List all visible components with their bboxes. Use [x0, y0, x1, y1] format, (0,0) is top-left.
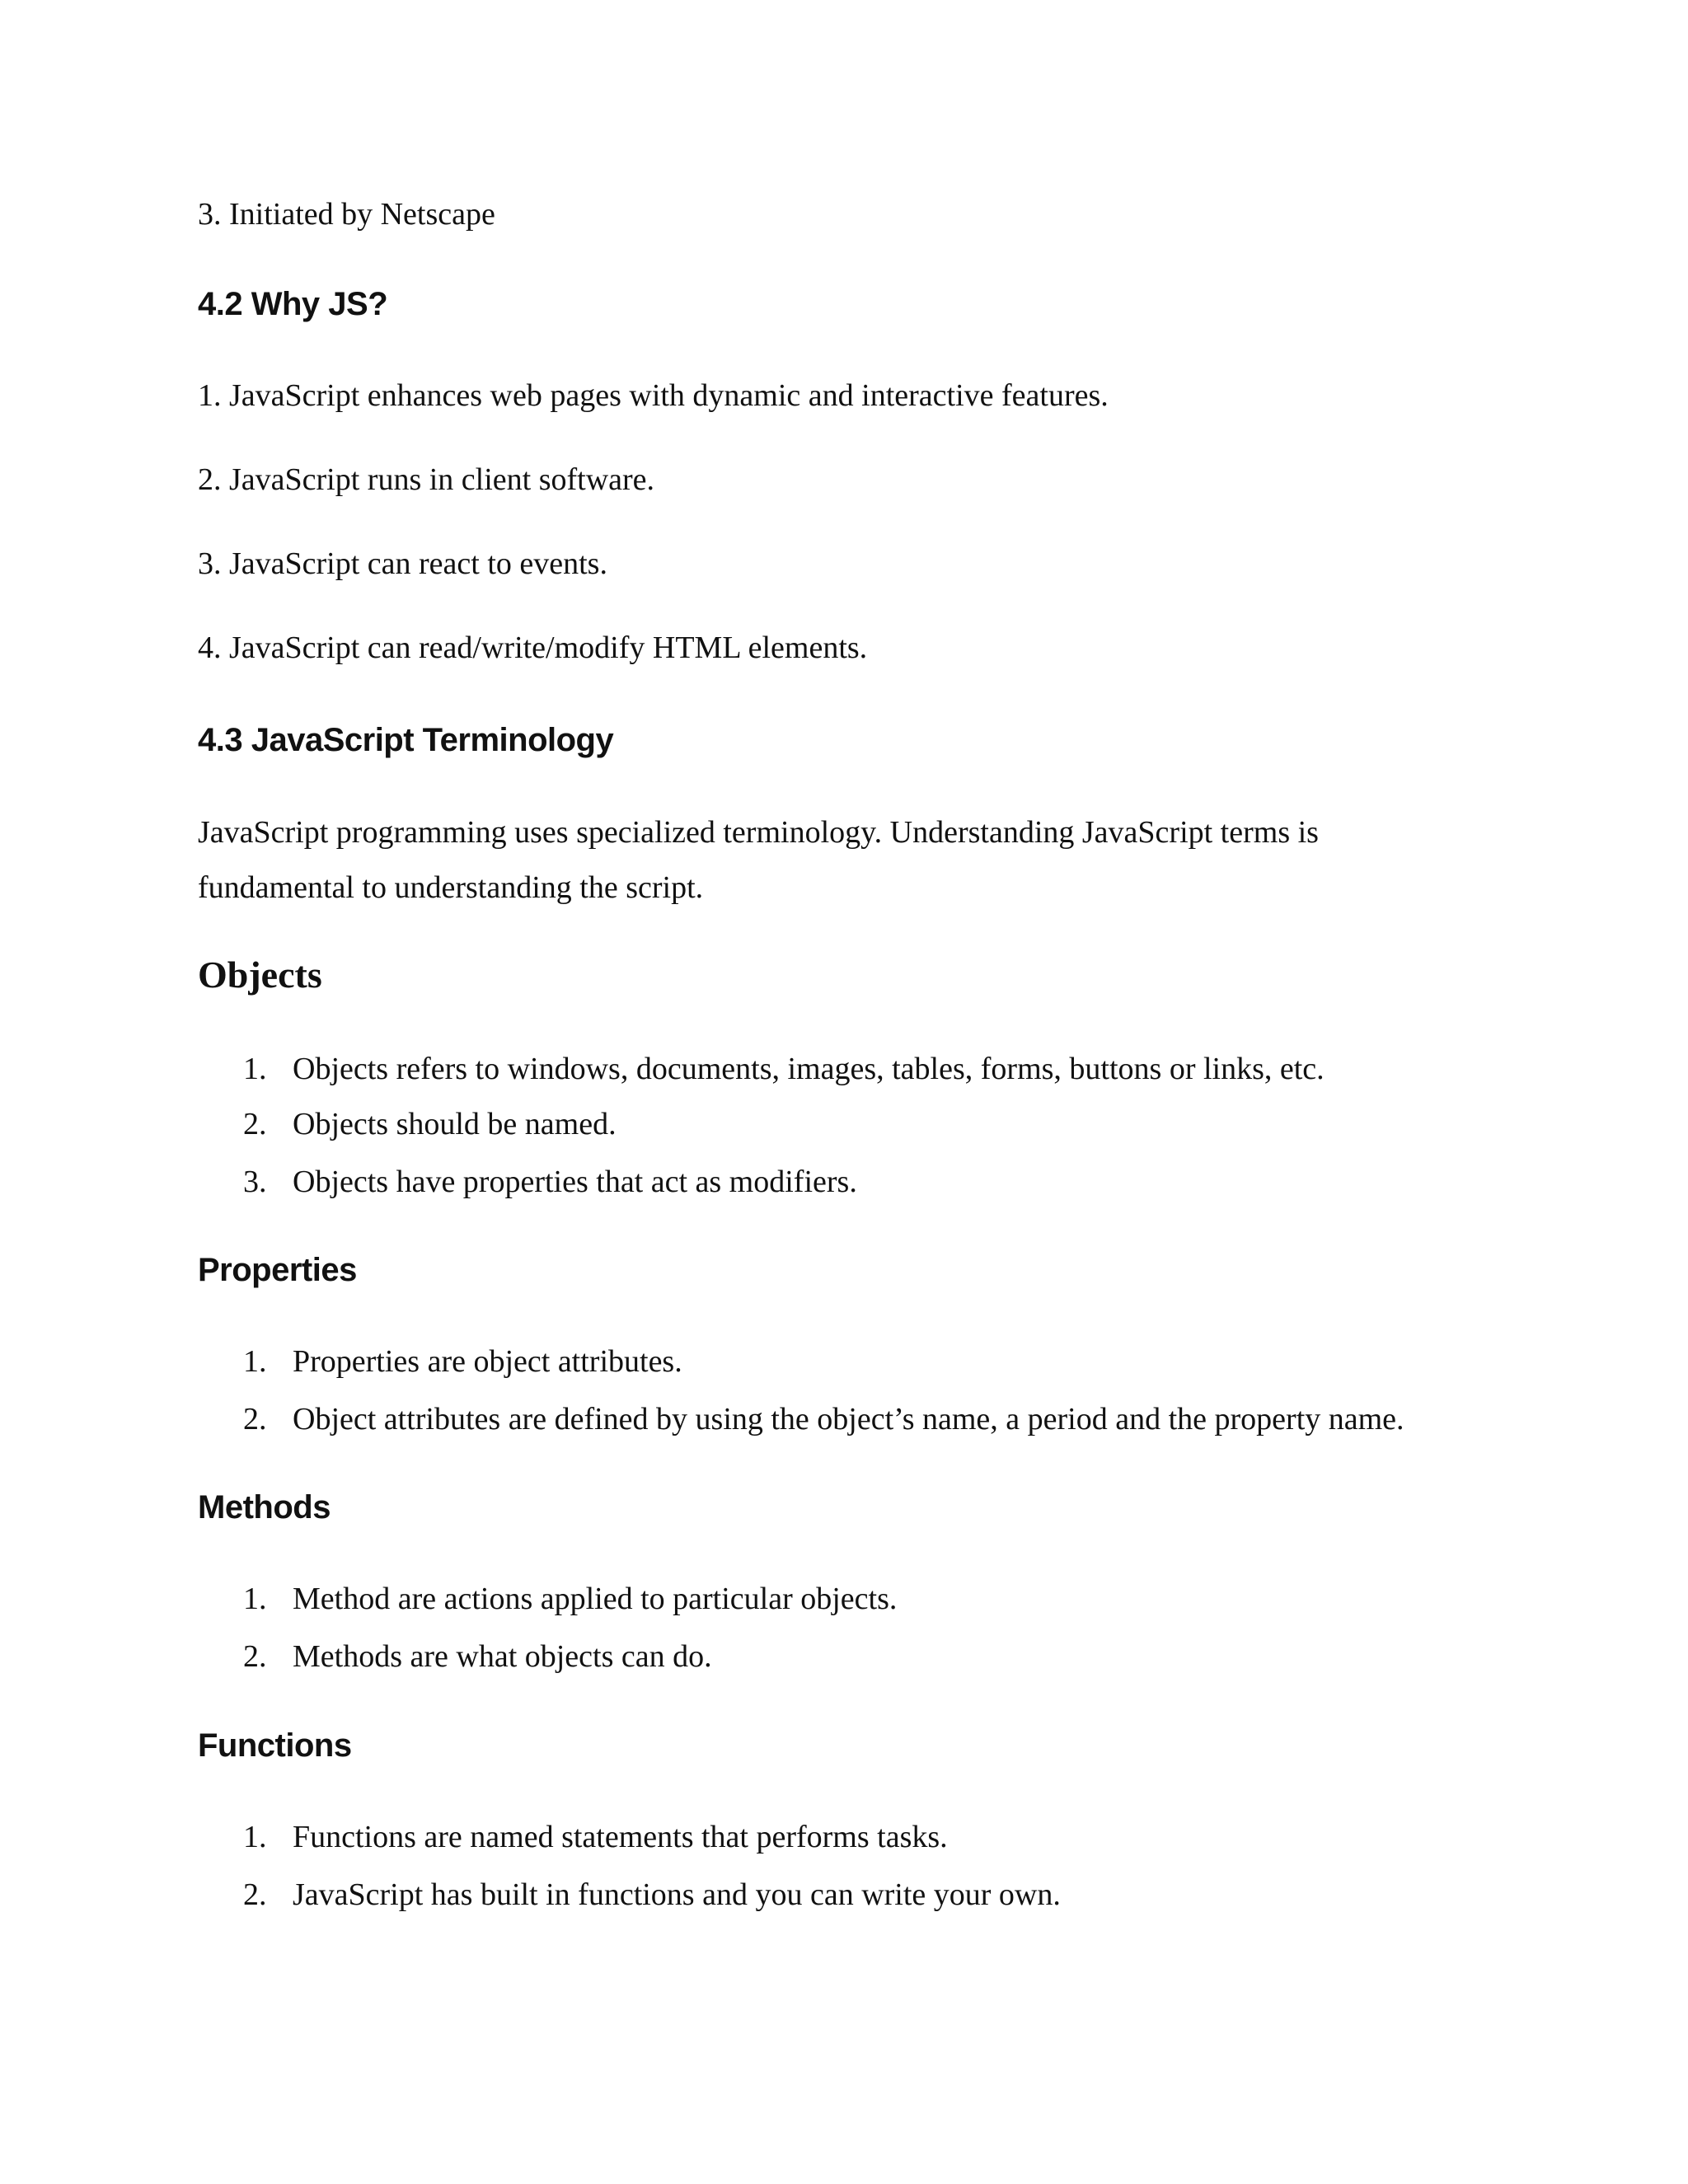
list-text: Methods are what objects can do.	[293, 1639, 712, 1674]
objects-list-item	[243, 1106, 617, 1142]
list-number: 1.	[243, 1052, 267, 1086]
list-text: Objects should be named.	[293, 1107, 617, 1141]
methods-list-item	[243, 1638, 712, 1675]
objects-list-item	[243, 1051, 1325, 1087]
why-js-item-3: 3. JavaScript can react to events.	[198, 546, 607, 581]
list-text: JavaScript has built in functions and you can write your own.	[293, 1877, 1061, 1912]
section-heading-terminology: 4.3 JavaScript Terminology	[198, 722, 614, 758]
list-text: Functions are named statements that performs tasks.	[293, 1820, 948, 1854]
functions-list-item	[243, 1819, 948, 1855]
objects-list-item	[243, 1164, 857, 1200]
section-heading-why-js: 4.2 Why JS?	[198, 286, 388, 322]
terminology-paragraph-line-1: JavaScript programming uses specialized terminology. Understanding JavaScript terms is	[198, 815, 1319, 850]
properties-list-item	[243, 1401, 1404, 1437]
why-js-item-1: 1. JavaScript enhances web pages with dynamic and interactive features.	[198, 378, 1109, 413]
why-js-item-4: 4. JavaScript can read/write/modify HTML elements.	[198, 630, 868, 665]
list-number: 2.	[243, 1107, 267, 1141]
list-number: 2.	[243, 1402, 267, 1436]
list-number: 1.	[243, 1582, 267, 1616]
properties-list-item	[243, 1343, 682, 1380]
subheading-objects: Objects	[198, 954, 322, 996]
functions-list-item	[243, 1877, 1061, 1913]
why-js-item-2: 2. JavaScript runs in client software.	[198, 462, 655, 497]
terminology-paragraph-line-2: fundamental to understanding the script.	[198, 870, 704, 905]
subheading-properties: Properties	[198, 1252, 357, 1288]
list-text: Objects refers to windows, documents, images, tables, forms, buttons or links, etc.	[293, 1052, 1325, 1086]
subheading-methods: Methods	[198, 1489, 331, 1526]
list-number: 1.	[243, 1344, 267, 1379]
list-number: 1.	[243, 1820, 267, 1854]
intro-list-item: 3. Initiated by Netscape	[198, 197, 495, 232]
list-number: 2.	[243, 1877, 267, 1912]
list-text: Objects have properties that act as modifiers.	[293, 1165, 857, 1199]
list-number: 3.	[243, 1165, 267, 1199]
methods-list-item	[243, 1581, 897, 1617]
list-text: Method are actions applied to particular objects.	[293, 1582, 898, 1616]
list-text: Object attributes are defined by using the object’s name, a period and the property name.	[293, 1402, 1404, 1436]
subheading-functions: Functions	[198, 1727, 352, 1764]
list-text: Properties are object attributes.	[293, 1344, 682, 1379]
list-number: 2.	[243, 1639, 267, 1674]
